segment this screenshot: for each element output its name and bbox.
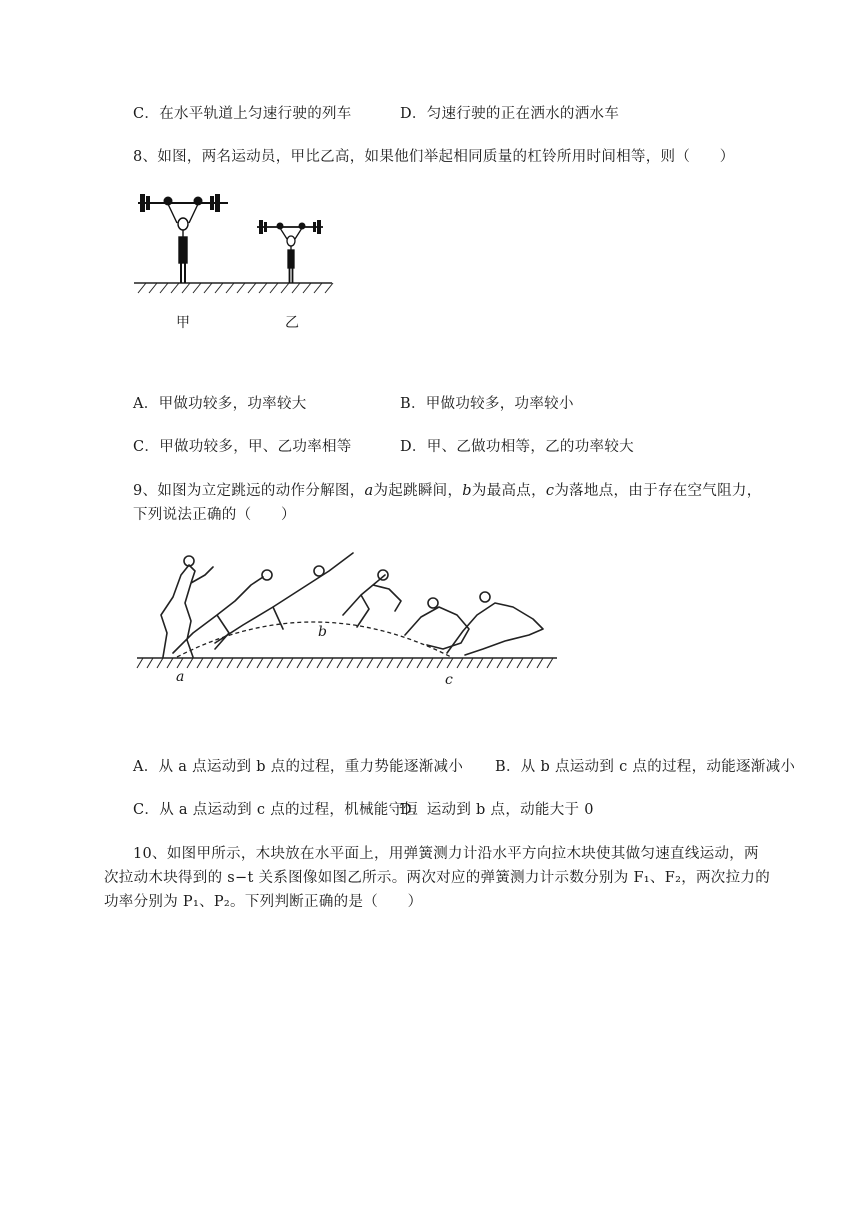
q10-stem-line1: 10、如图甲所示，木块放在水平面上，用弹簧测力计沿水平方向拉木块使其做匀速直线运动，两 [133,846,759,862]
q9-stem-line1: 9、如图为立定跳远的动作分解图，a为起跳瞬间，b为最高点，c为落地点，由于存在空气阻力， [133,483,762,499]
figure-label-a: a [176,669,185,685]
figure-label-yi: 乙 [285,315,299,331]
q8-stem: 8、如图，两名运动员，甲比乙高，如果他们举起相同质量的杠铃所用时间相等，则（ ） [133,149,735,165]
figure-label-b: b [318,624,327,640]
yi-barbell [257,220,323,234]
q9-option-a: A．从 a 点运动到 b 点的过程，重力势能逐渐减小 [133,759,464,775]
q9-option-c: C．从 a 点运动到 c 点的过程，机械能守恒 [133,802,419,818]
yi-athlete [280,228,302,283]
q8-option-b: B．甲做功较多，功率较小 [400,396,574,412]
q8-weightlifters-figure [130,185,340,335]
figure-label-c: c [445,672,453,688]
figure-label-jia: 甲 [176,315,190,331]
q9-option-d: D．运动到 b 点，动能大于 0 [400,802,594,818]
jia-athlete [168,204,198,283]
q9-standing-long-jump-figure [133,545,563,690]
q8-option-a: A．甲做功较多，功率较大 [133,396,307,412]
q7-option-d: D．匀速行驶的正在洒水的洒水车 [400,106,620,122]
q10-stem-line2: 次拉动木块得到的 s−t 关系图像如图乙所示。两次对应的弹簧测力计示数分别为 F₁、F₂，两次拉力的 [104,870,770,886]
q10-stem-line3: 功率分别为 P₁、P₂。下列判断正确的是（ ） [104,894,423,910]
q8-option-c: C．甲做功较多，甲、乙功率相等 [133,439,352,455]
q8-option-d: D．甲、乙做功相等，乙的功率较大 [400,439,634,455]
q9-stem-line2: 下列说法正确的（ ） [133,507,296,523]
jia-barbell [138,194,228,212]
q7-option-c: C．在水平轨道上匀速行驶的列车 [133,106,352,122]
jump-trajectory [177,622,451,657]
q9-option-b: B．从 b 点运动到 c 点的过程，动能逐渐减小 [495,759,796,775]
